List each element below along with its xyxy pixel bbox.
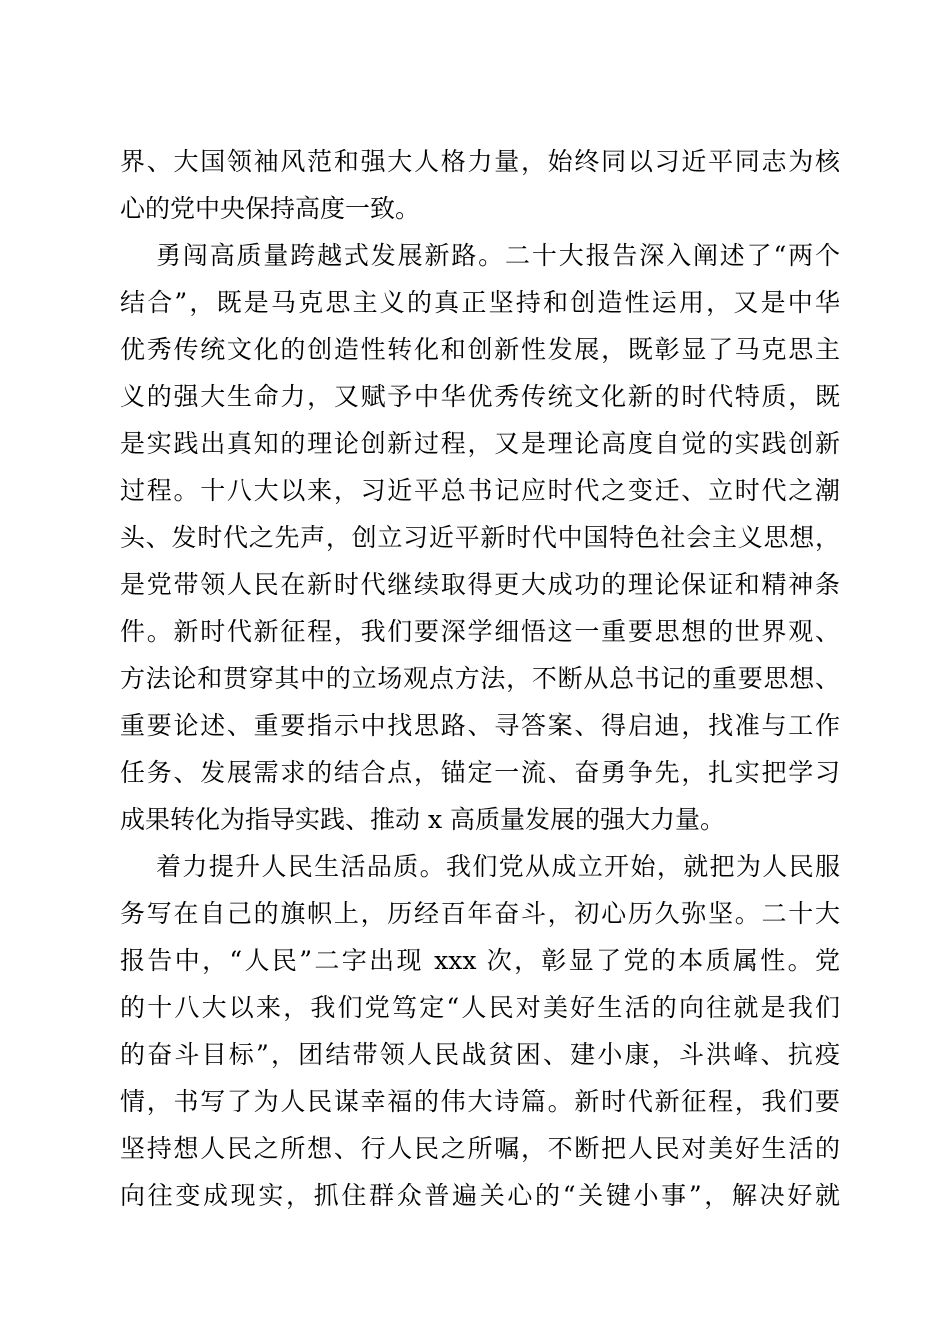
text-line: 的十八大以来，我们党笃定“人民对美好生活的向往就是我们	[120, 993, 840, 1022]
text-line: 方法论和贯穿其中的立场观点方法，不断从总书记的重要思想、	[120, 664, 840, 693]
paragraph-2	[120, 232, 840, 843]
text-line: 是实践出真知的理论创新过程，又是理论高度自觉的实践创新	[120, 429, 840, 458]
text-line: 头、发时代之先声，创立习近平新时代中国特色社会主义思想，	[120, 523, 840, 552]
text-line: 结合”，既是马克思主义的真正坚持和创造性运用，又是中华	[120, 288, 840, 317]
text-line: 报告中，“人民”二字出现 xxx 次，彰显了党的本质属性。党	[120, 946, 840, 975]
text-line: 件。新时代新征程，我们要深学细悟这一重要思想的世界观、	[120, 617, 840, 646]
text-line: 的奋斗目标”，团结带领人民战贫困、建小康，斗洪峰、抗疫	[120, 1040, 840, 1069]
text-line: 义的强大生命力，又赋予中华优秀传统文化新的时代特质，既	[120, 382, 840, 411]
text-line: 成果转化为指导实践、推动 x 高质量发展的强大力量。	[120, 805, 725, 834]
text-line: 过程。十八大以来，习近平总书记应时代之变迁、立时代之潮	[120, 476, 840, 505]
text-line: 务写在自己的旗帜上，历经百年奋斗，初心历久弥坚。二十大	[120, 899, 840, 928]
text-line: 着力提升人民生活品质。我们党从成立开始，就把为人民服	[156, 852, 840, 881]
text-line: 优秀传统文化的创造性转化和创新性发展，既彰显了马克思主	[120, 335, 840, 364]
text-line: 界、大国领袖风范和强大人格力量，始终同以习近平同志为核	[120, 147, 840, 176]
text-line: 向往变成现实，抓住群众普遍关心的“关键小事”，解决好就	[120, 1181, 840, 1210]
text-line: 勇闯高质量跨越式发展新路。二十大报告深入阐述了“两个	[156, 241, 840, 270]
text-line: 重要论述、重要指示中找思路、寻答案、得启迪，找准与工作	[120, 711, 840, 740]
text-line: 是党带领人民在新时代继续取得更大成功的理论保证和精神条	[120, 570, 840, 599]
text-line: 任务、发展需求的结合点，锚定一流、奋勇争先，扎实把学习	[120, 758, 840, 787]
paragraph-3	[120, 843, 840, 1219]
text-line: 情，书写了为人民谋幸福的伟大诗篇。新时代新征程，我们要	[120, 1087, 840, 1116]
text-line: 坚持想人民之所想、行人民之所嘱，不断把人民对美好生活的	[120, 1134, 840, 1163]
paragraph-1	[120, 138, 840, 232]
text-line: 心的党中央保持高度一致。	[120, 194, 421, 223]
document-body	[120, 138, 840, 1219]
